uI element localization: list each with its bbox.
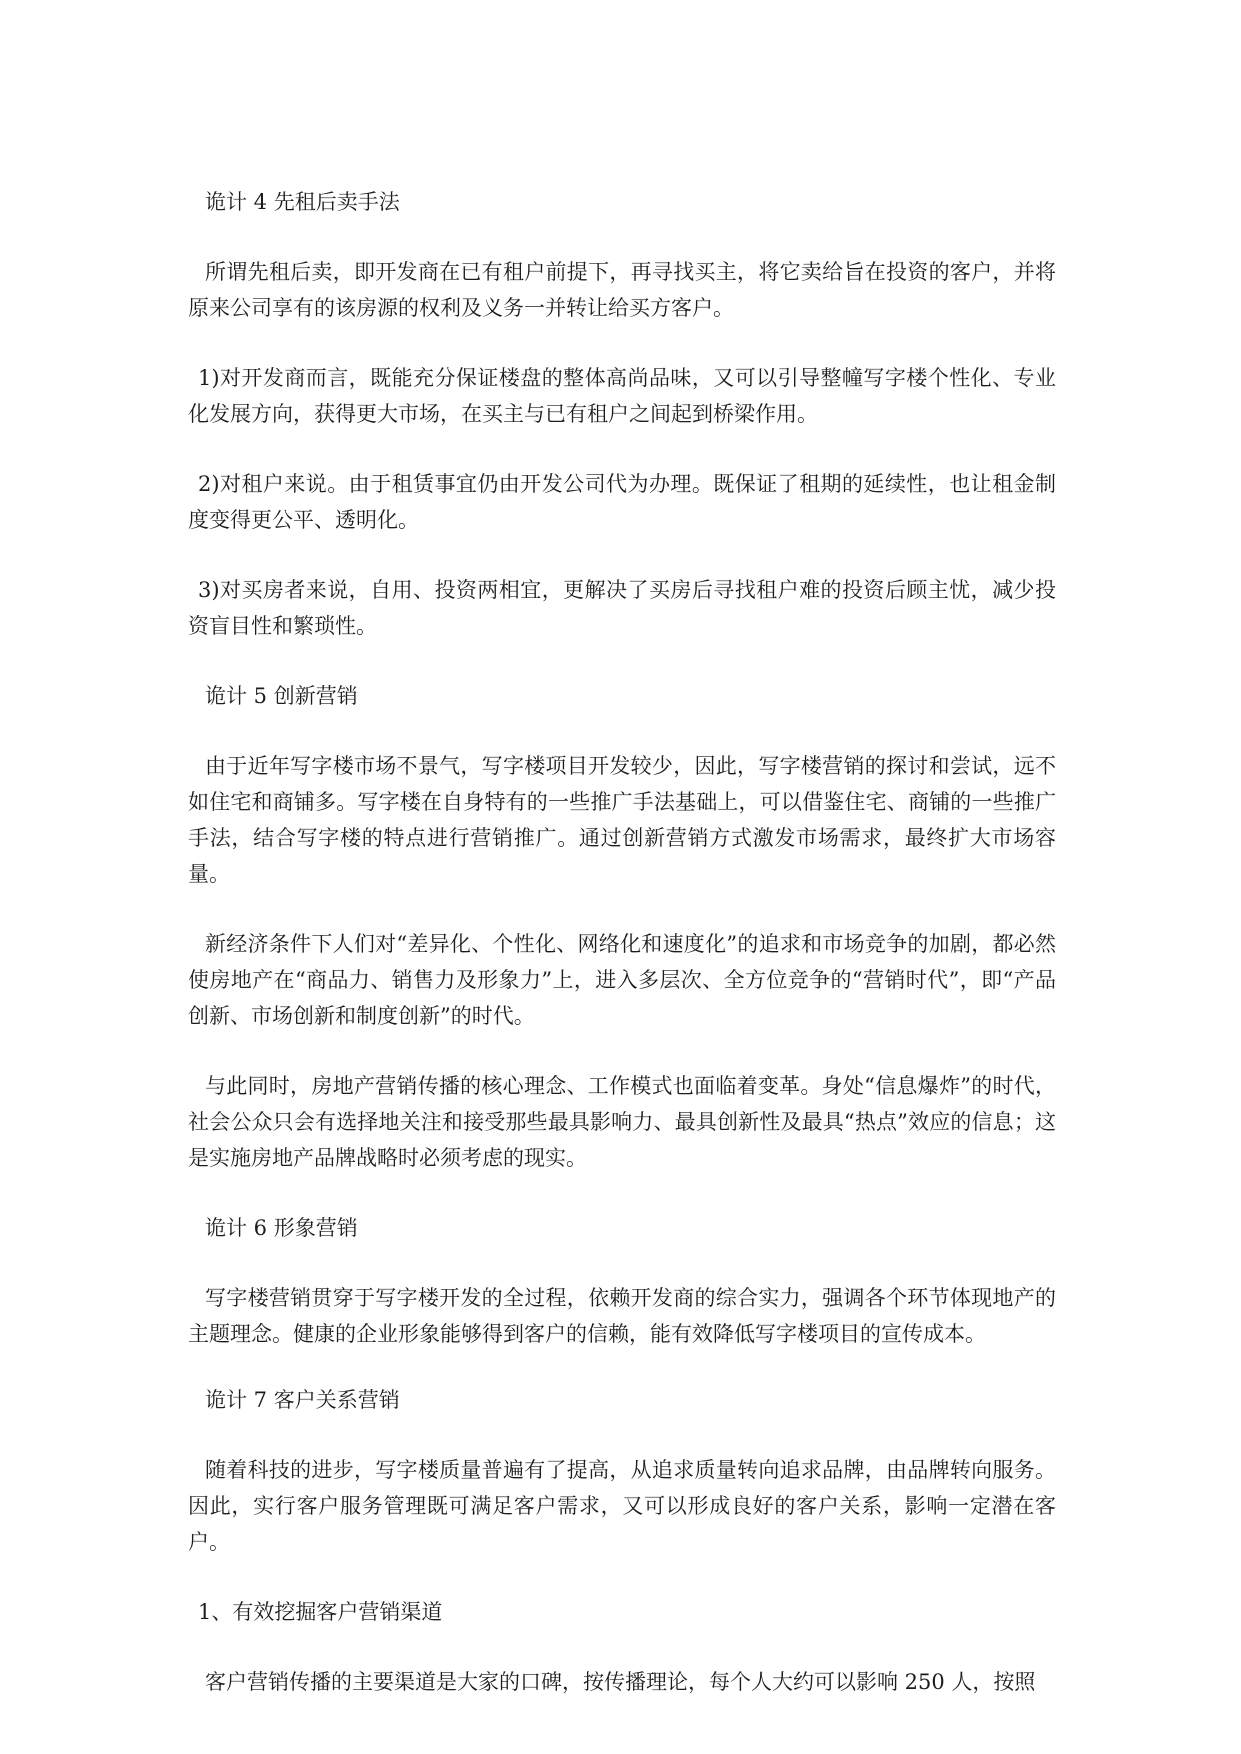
numbered-paragraph: 1、有效挖掘客户营销渠道 xyxy=(198,1600,443,1624)
paragraph: 与此同时，房地产营销传播的核心理念、工作模式也面临着变革。身处“信息爆炸”的时代，社会公众只会有选择地关注和接受那些最具影响力、最具创新性及最具“热点”效应的信息；这是实施房地产品牌战略时必须考虑的现实。 xyxy=(188,1074,1056,1170)
paragraph: 新经济条件下人们对“差异化、个性化、网络化和速度化”的追求和市场竞争的加剧，都必然使房地产在“商品力、销售力及形象力”上，进入多层次、全方位竞争的“营销时代”，即“产品创新、市场创新和制度创新”的时代。 xyxy=(188,932,1056,1028)
paragraph: 由于近年写字楼市场不景气，写字楼项目开发较少，因此，写字楼营销的探讨和尝试，远不如住宅和商铺多。写字楼在自身特有的一些推广手法基础上，可以借鉴住宅、商铺的一些推广手法，结合写字楼的特点进行营销推广。通过创新营销方式激发市场需求，最终扩大市场容量。 xyxy=(188,754,1056,886)
document-body xyxy=(188,184,1056,1700)
numbered-paragraph: 1)对开发商而言，既能充分保证楼盘的整体高尚品味，又可以引导整幢写字楼个性化、专业化发展方向，获得更大市场，在买主与已有租户之间起到桥梁作用。 xyxy=(188,366,1056,426)
section-heading: 诡计 5 创新营销 xyxy=(205,684,358,708)
section-heading: 诡计 4 先租后卖手法 xyxy=(205,190,400,214)
section-heading: 诡计 7 客户关系营销 xyxy=(205,1388,400,1412)
section-heading: 诡计 6 形象营销 xyxy=(205,1216,358,1240)
paragraph: 客户营销传播的主要渠道是大家的口碑，按传播理论，每个人大约可以影响 250 人，按照 xyxy=(205,1670,1036,1694)
numbered-paragraph: 2)对租户来说。由于租赁事宜仍由开发公司代为办理。既保证了租期的延续性，也让租金制度变得更公平、透明化。 xyxy=(188,472,1056,532)
paragraph: 所谓先租后卖，即开发商在已有租户前提下，再寻找买主，将它卖给旨在投资的客户，并将原来公司享有的该房源的权利及义务一并转让给买方客户。 xyxy=(188,260,1056,320)
paragraph: 写字楼营销贯穿于写字楼开发的全过程，依赖开发商的综合实力，强调各个环节体现地产的主题理念。健康的企业形象能够得到客户的信赖，能有效降低写字楼项目的宣传成本。 xyxy=(188,1286,1056,1346)
numbered-paragraph: 3)对买房者来说，自用、投资两相宜，更解决了买房后寻找租户难的投资后顾主忧，减少投资盲目性和繁琐性。 xyxy=(188,578,1056,638)
paragraph: 随着科技的进步，写字楼质量普遍有了提高，从追求质量转向追求品牌，由品牌转向服务。因此，实行客户服务管理既可满足客户需求，又可以形成良好的客户关系，影响一定潜在客户。 xyxy=(188,1458,1056,1554)
